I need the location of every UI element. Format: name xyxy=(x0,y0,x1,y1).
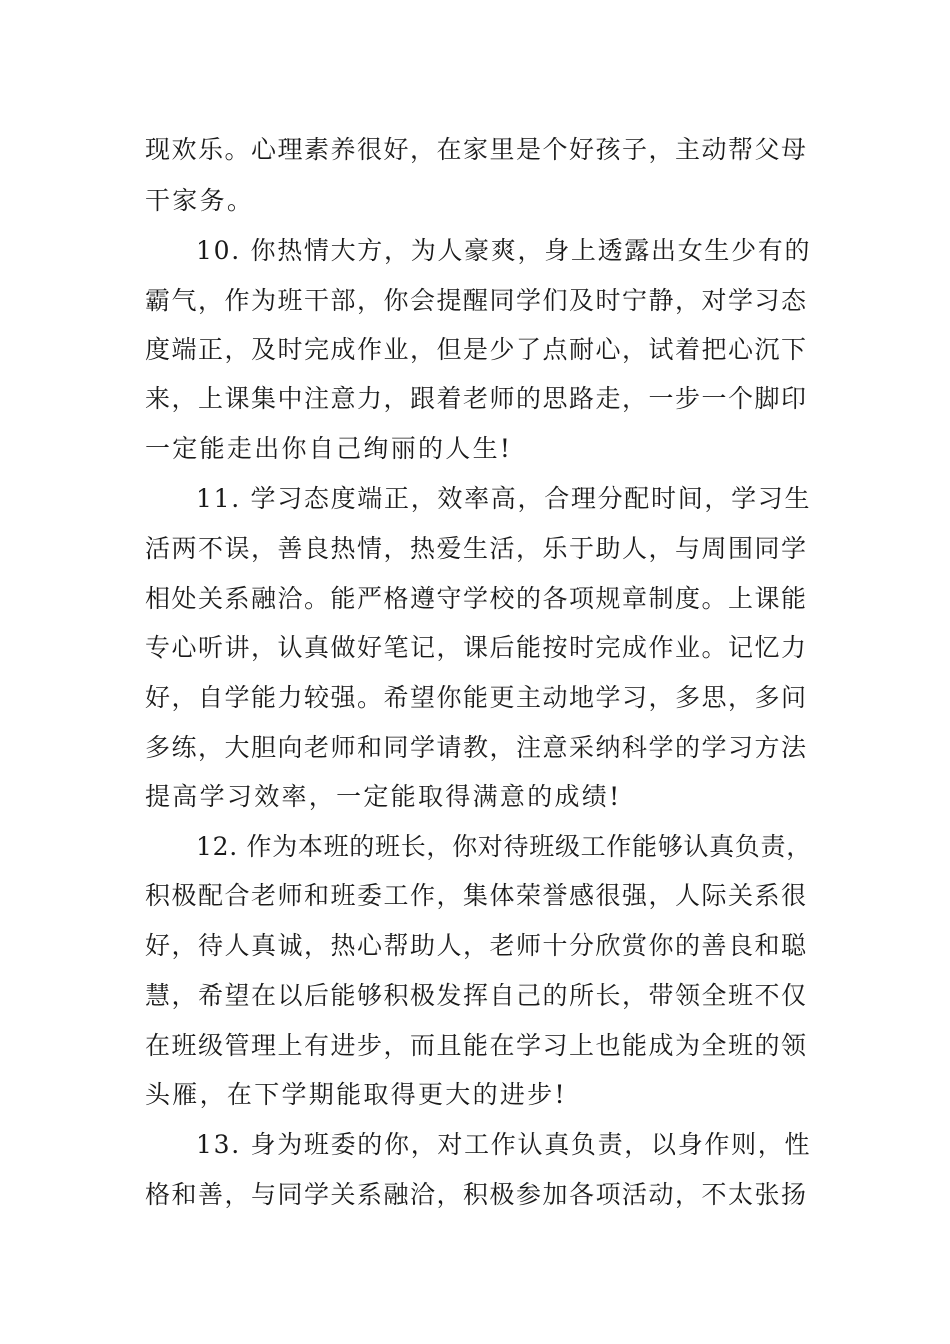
item-10-first-line: 10. 你热情大方，为人豪爽，身上透露出女生少有的 xyxy=(196,236,812,265)
text-line: 多练，大胆向老师和同学请教，注意采纳科学的学习方法 xyxy=(145,733,808,762)
text-line: 积极配合老师和班委工作，集体荣誉感很强，人际关系很 xyxy=(145,881,808,910)
item-12-first-line: 12. 作为本班的班长，你对待班级工作能够认真负责， xyxy=(196,832,812,861)
text-line: 头雁，在下学期能取得更大的进步! xyxy=(145,1080,567,1109)
text-line: 格和善，与同学关系融洽，积极参加各项活动，不太张扬 xyxy=(145,1180,808,1209)
text-line: 相处关系融洽。能严格遵守学校的各项规章制度。上课能 xyxy=(145,584,808,613)
text-line: 度端正，及时完成作业，但是少了点耐心，试着把心沉下 xyxy=(145,335,808,364)
text-line: 霸气，作为班干部，你会提醒同学们及时宁静，对学习态 xyxy=(145,286,808,315)
text-line: 现欢乐。心理素养很好，在家里是个好孩子，主动帮父母 xyxy=(145,135,808,164)
text-line: 在班级管理上有进步，而且能在学习上也能成为全班的领 xyxy=(145,1031,808,1060)
text-line: 一定能走出你自己绚丽的人生! xyxy=(145,434,513,463)
text-line: 好，自学能力较强。希望你能更主动地学习，多思，多问 xyxy=(145,683,808,712)
text-line: 专心听讲，认真做好笔记，课后能按时完成作业。记忆力 xyxy=(145,633,808,662)
text-line: 慧，希望在以后能够积极发挥自己的所长，带领全班不仅 xyxy=(145,981,808,1010)
text-line: 好，待人真诚，热心帮助人，老师十分欣赏你的善良和聪 xyxy=(145,931,808,960)
text-line: 来，上课集中注意力，跟着老师的思路走，一步一个脚印 xyxy=(145,384,808,413)
item-11-first-line: 11. 学习态度端正，效率高，合理分配时间，学习生 xyxy=(196,484,812,513)
text-line: 活两不误，善良热情，热爱生活，乐于助人，与周围同学 xyxy=(145,534,808,563)
item-13-first-line: 13. 身为班委的你，对工作认真负责，以身作则，性 xyxy=(196,1130,812,1159)
text-line: 提高学习效率，一定能取得满意的成绩! xyxy=(145,782,622,811)
text-line: 干家务。 xyxy=(145,186,255,215)
